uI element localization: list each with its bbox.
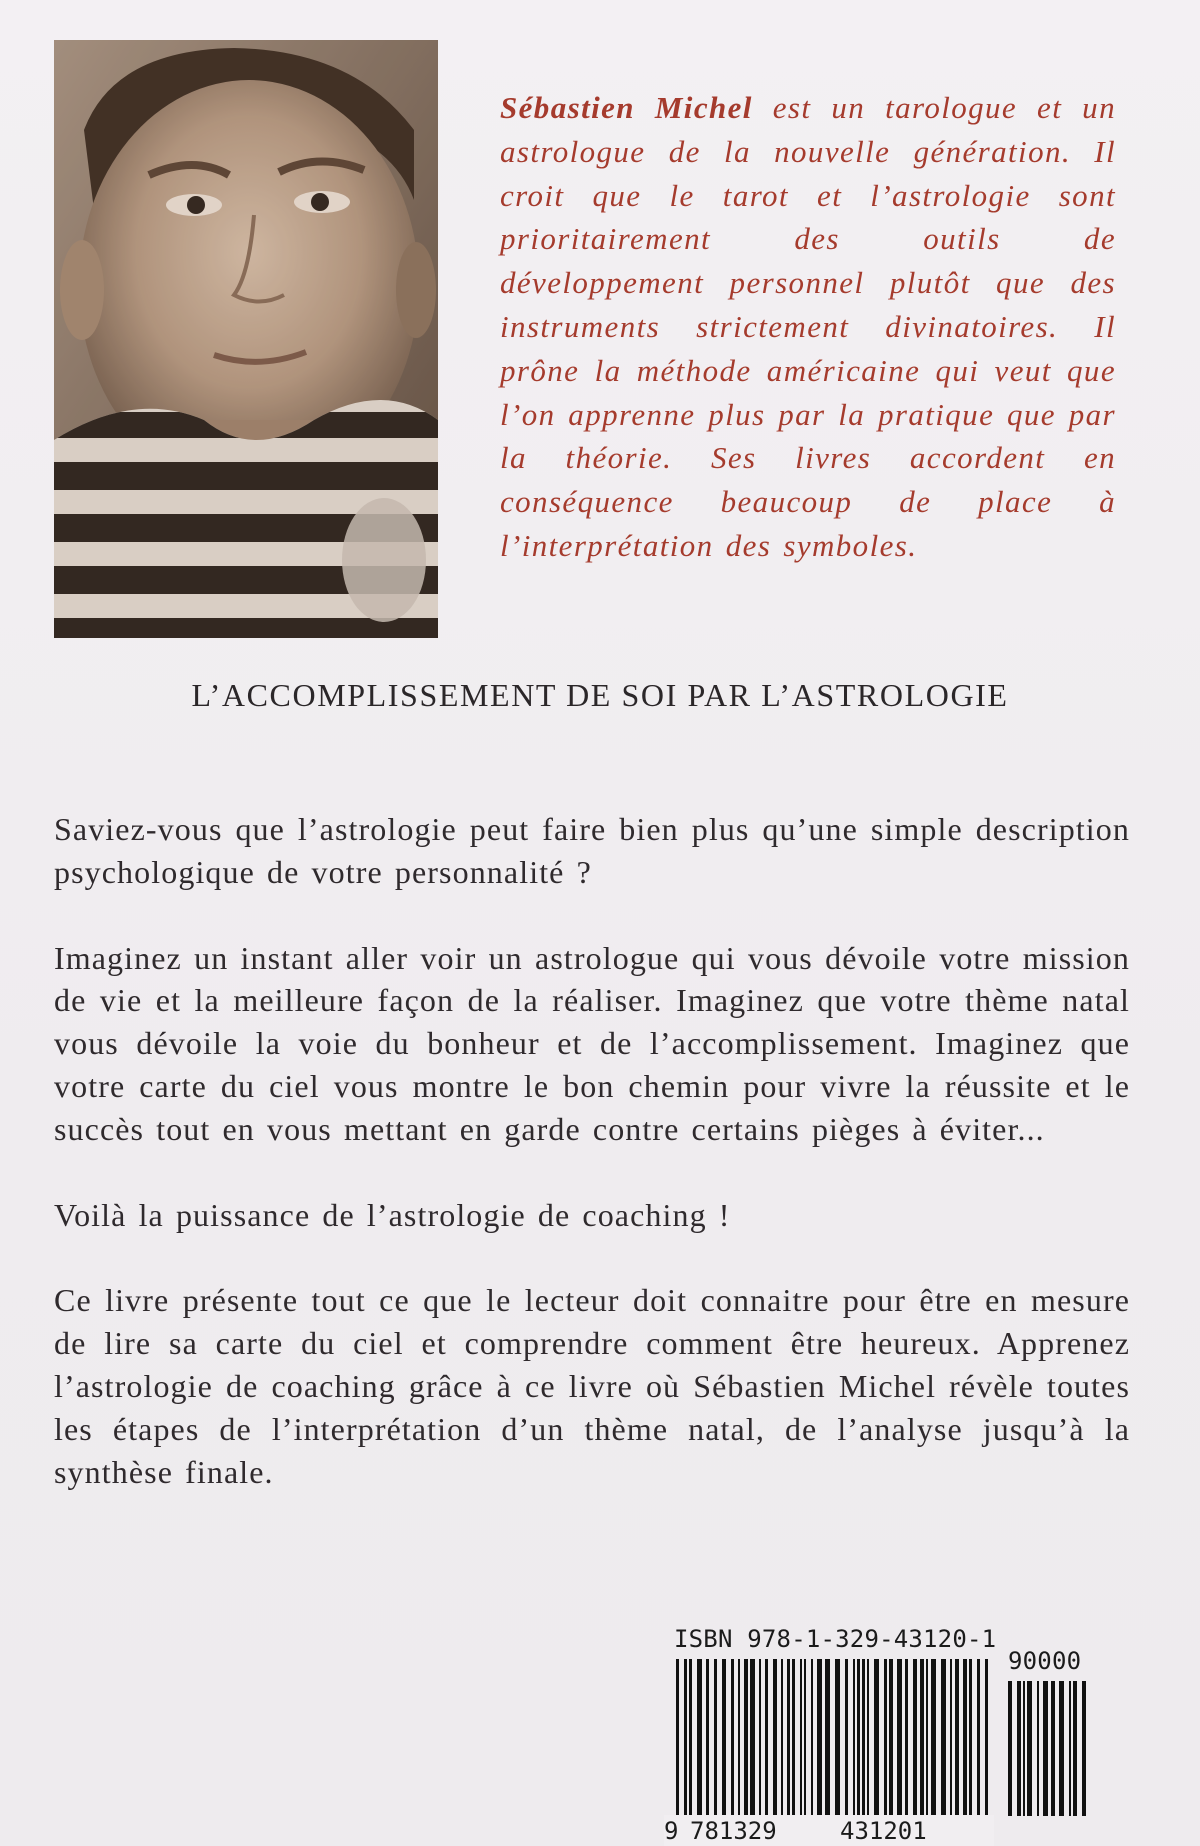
barcode-digits-left: 781329 [690, 1817, 777, 1845]
barcode-bar [722, 1659, 726, 1816]
barcode-bar [811, 1659, 813, 1816]
barcode-bar [1043, 1681, 1048, 1816]
book-title-heading: L’ACCOMPLISSEMENT DE SOI PAR L’ASTROLOGIE [191, 677, 1009, 713]
barcode-bar [1059, 1681, 1064, 1816]
barcode-bar [1073, 1681, 1077, 1816]
barcode-bar [897, 1659, 902, 1816]
barcode-bar [1008, 1681, 1012, 1816]
barcode-bar [773, 1659, 777, 1816]
barcode-bar [920, 1659, 924, 1816]
barcode-bar [884, 1659, 887, 1816]
barcode-bar [941, 1659, 946, 1816]
barcode-bar [1069, 1681, 1071, 1816]
barcode-bar [738, 1659, 740, 1816]
barcode-addon-bars-icon [1006, 1681, 1090, 1846]
description-paragraph: Voilà la puissance de l’astrologie de coaching ! [54, 1196, 731, 1233]
barcode-bar [955, 1659, 959, 1816]
description-paragraph: Imaginez un instant aller voir un astrologue qui vous dévoile votre mission de vie et la meilleure façon de la réaliser. Imaginez que votre thème natal vous dévoile la voie du bonheur et de l’accomplissement. Imaginez que votre carte du ciel vous montre le bon chemin pour vivre la réussite et le succès tout en vous mettant en garde contre certains pièges à éviter... [54, 939, 1130, 1147]
barcode-bar [750, 1659, 755, 1816]
barcode-bar [804, 1659, 806, 1816]
barcode-bar [926, 1659, 928, 1816]
barcode-bar [889, 1659, 893, 1816]
barcode-bar [1017, 1681, 1021, 1816]
barcode-bar [759, 1659, 761, 1816]
barcode-bar [744, 1659, 748, 1816]
barcode-bar [963, 1659, 967, 1816]
barcode-bar [781, 1659, 783, 1816]
barcode-bar [950, 1659, 952, 1816]
barcode-bar [731, 1659, 734, 1816]
barcode-bar [1051, 1681, 1055, 1816]
barcode-bar [765, 1659, 768, 1816]
barcode-digits-right: 431201 [840, 1817, 927, 1845]
isbn-barcode [664, 1625, 1100, 1846]
barcode-bar [800, 1659, 802, 1816]
barcode-bar [1023, 1681, 1025, 1816]
barcode-digit-first: 9 [664, 1817, 679, 1845]
barcode-bar [787, 1659, 790, 1816]
barcode-bar [874, 1659, 879, 1816]
isbn-label: ISBN 978-1-329-43120-1 [674, 1625, 997, 1653]
description-paragraph: Ce livre présente tout ce que le lecteur doit connaitre pour être en mesure de lire sa carte du ciel et comprendre comment être heureux. Apprenez l’astrologie de coaching grâce à ce livre où Sébastien Michel révèle toutes les étapes de l’interprétation d’un thème natal, de l’analyse jusqu’à la synthèse finale. [54, 1282, 1130, 1490]
barcode-bar [1027, 1681, 1032, 1816]
barcode-bar [857, 1659, 860, 1816]
barcode-bar [689, 1659, 692, 1816]
barcode-bar [905, 1659, 908, 1816]
author-portrait-photo-icon [54, 40, 438, 638]
author-bio [500, 86, 1116, 568]
barcode-bar [792, 1659, 795, 1816]
barcode-bar [853, 1659, 855, 1816]
price-code: 90000 [1008, 1647, 1082, 1675]
barcode-bar [706, 1659, 709, 1816]
barcode-bar [714, 1659, 717, 1816]
barcode-bar [862, 1659, 865, 1816]
barcode-bar [969, 1659, 972, 1816]
barcode-bar [1082, 1681, 1086, 1816]
barcode-bar [913, 1659, 917, 1816]
barcode-digits [664, 1815, 994, 1846]
barcode-bar [697, 1659, 702, 1816]
barcode-bar [867, 1659, 869, 1816]
barcode-bar [977, 1659, 980, 1816]
barcode-bar [817, 1659, 822, 1816]
description-paragraph: Saviez-vous que l’astrologie peut faire bien plus qu’une simple description psychologique de votre personnalité ? [54, 811, 1130, 890]
author-bio-text: est un tarologue et un astrologue de la nouvelle génération. Il croit que le tarot et l’astrologie sont prioritairement des outils de développement personnel plutôt que des instruments strictement divinatoires. Il prône la méthode américaine qui veut que l’on apprenne plus par la pratique que par la théorie. Ses livres accordent en conséquence beaucoup de place à l’interprétation des symboles. [500, 90, 1116, 563]
barcode-bar [1037, 1681, 1039, 1816]
barcode-bar [825, 1659, 830, 1816]
author-photo [54, 40, 438, 638]
book-description [54, 808, 1130, 1536]
author-name: Sébastien Michel [500, 90, 753, 125]
barcode-bar [931, 1659, 936, 1816]
barcode-bar [985, 1659, 988, 1816]
